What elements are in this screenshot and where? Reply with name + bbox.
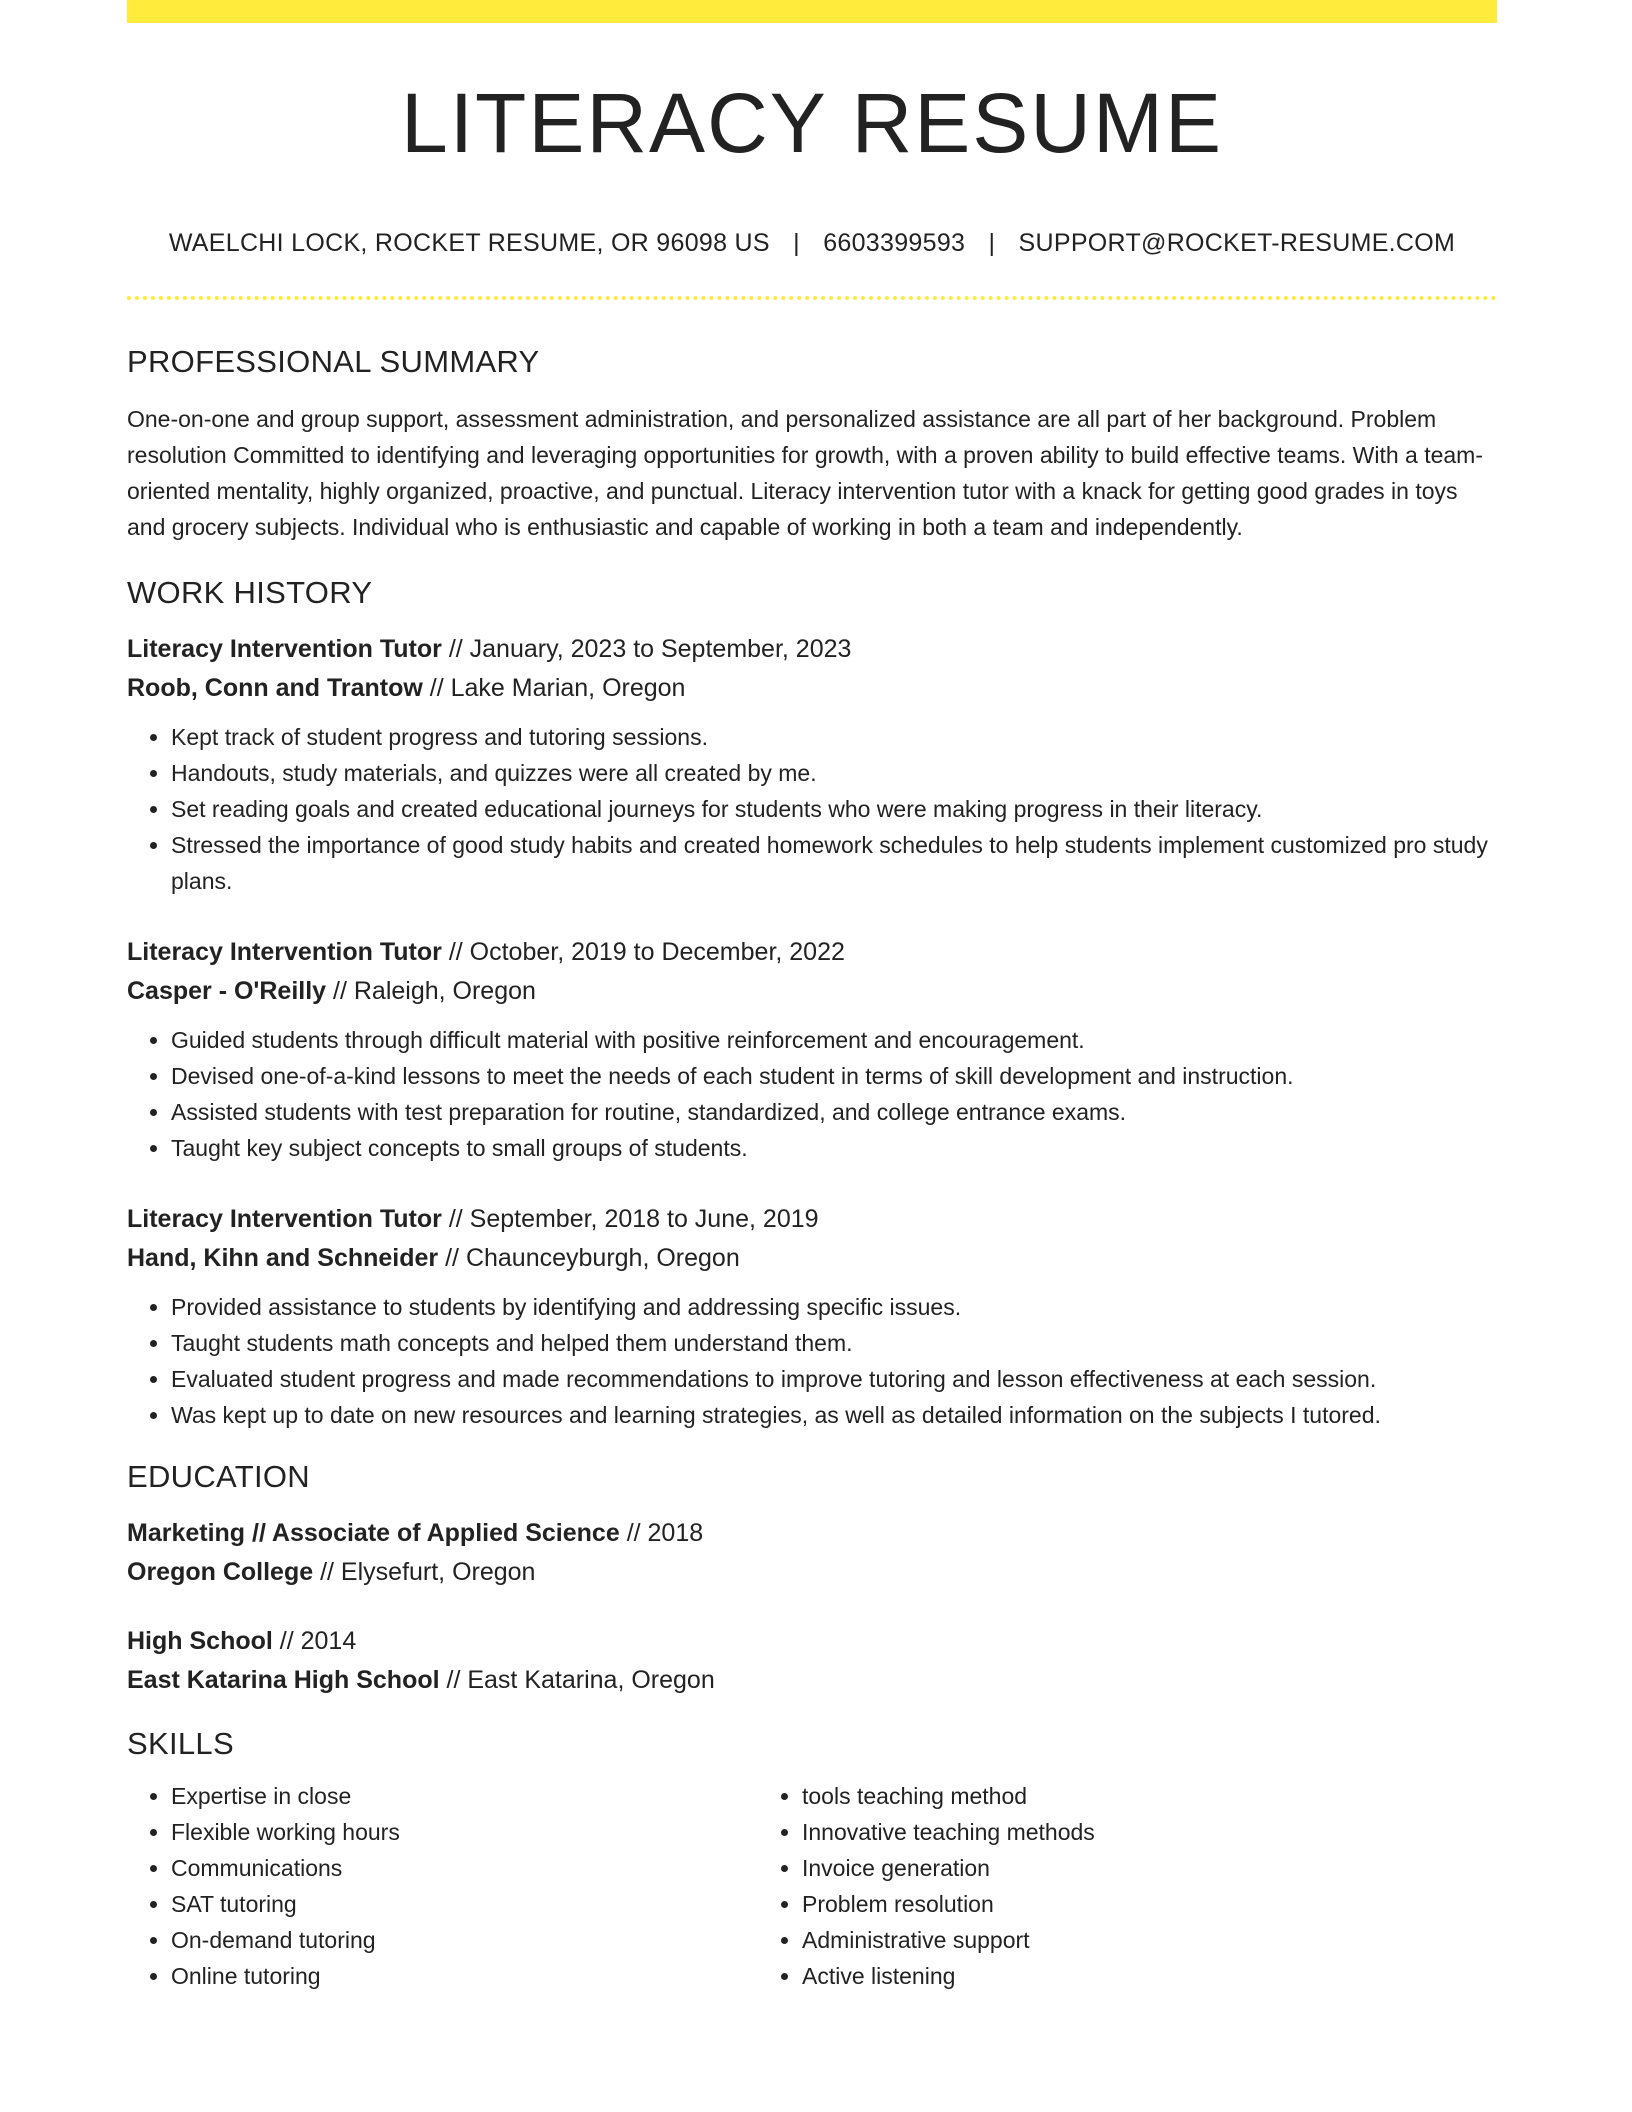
- resume-title: LITERACY RESUME: [401, 76, 1223, 170]
- education-school-line: [127, 1553, 1497, 1592]
- education-degree: Marketing // Associate of Applied Science: [127, 1519, 620, 1547]
- job-employer: Casper - O'Reilly: [127, 977, 327, 1005]
- job-employer: Roob, Conn and Trantow: [127, 674, 423, 702]
- skill-item: • Invoice generation: [802, 1850, 1389, 1886]
- job-title: Literacy Intervention Tutor: [127, 938, 442, 966]
- job-entry: [127, 933, 1497, 1166]
- job-bullet: • Devised one-of-a-kind lessons to meet the needs of each student in terms of skill development and instruction.: [171, 1058, 1497, 1094]
- job-location: // Raleigh, Oregon: [333, 977, 536, 1005]
- job-title: Literacy Intervention Tutor: [127, 635, 442, 663]
- education-location: // Elysefurt, Oregon: [320, 1558, 536, 1586]
- job-bullet: • Kept track of student progress and tutoring sessions.: [171, 719, 1497, 755]
- contact-email: SUPPORT@ROCKET-RESUME.COM: [1018, 229, 1456, 257]
- education-degree-line: [127, 1622, 1497, 1661]
- skill-item: • Online tutoring: [171, 1958, 758, 1994]
- skill-item: • SAT tutoring: [171, 1886, 758, 1922]
- skill-item: • Innovative teaching methods: [802, 1814, 1389, 1850]
- skills-column-left: [127, 1778, 758, 1994]
- skills-grid: [127, 1778, 1497, 1994]
- skill-item: • Expertise in close: [171, 1778, 758, 1814]
- skill-item: • Flexible working hours: [171, 1814, 758, 1850]
- summary-text: One-on-one and group support, assessment administration, and personalized assistance are all part of her background. Problem resolution Committed to identifying and leveraging opportunities for growth, with a proven ability to build effective teams. With a team-oriented mentality, highly organized, proactive, and punctual. Literacy intervention tutor with a knack for getting good grades in toys and grocery subjects. Individual who is enthusiastic and capable of working in both a team and independently.: [127, 406, 1483, 540]
- section-heading-summary: PROFESSIONAL SUMMARY: [127, 344, 540, 379]
- section-heading-work-history: WORK HISTORY: [127, 575, 373, 610]
- skill-item: • On-demand tutoring: [171, 1922, 758, 1958]
- education-entry: [127, 1622, 1497, 1700]
- job-bullets: [127, 719, 1497, 899]
- job-bullets: [127, 1022, 1497, 1166]
- job-dates: // October, 2019 to December, 2022: [448, 938, 845, 966]
- education-school: East Katarina High School: [127, 1666, 440, 1694]
- contact-line: [127, 229, 1497, 258]
- accent-top-bar: [127, 0, 1497, 23]
- job-bullet: • Evaluated student progress and made recommendations to improve tutoring and lesson effectiveness at each session.: [171, 1361, 1497, 1397]
- education-year: // 2014: [279, 1627, 357, 1655]
- job-title-line: [127, 933, 1497, 972]
- job-bullet: • Taught key subject concepts to small groups of students.: [171, 1130, 1497, 1166]
- contact-separator: |: [988, 229, 996, 257]
- job-dates: // September, 2018 to June, 2019: [448, 1205, 819, 1233]
- job-employer-line: [127, 669, 1497, 708]
- job-employer: Hand, Kihn and Schneider: [127, 1244, 439, 1272]
- job-title-line: [127, 630, 1497, 669]
- contact-address: WAELCHI LOCK, ROCKET RESUME, OR 96098 US: [168, 229, 770, 257]
- job-bullets: [127, 1289, 1497, 1433]
- education-location: // East Katarina, Oregon: [446, 1666, 715, 1694]
- resume-page: [127, 0, 1497, 1994]
- job-bullet: • Taught students math concepts and helped them understand them.: [171, 1325, 1497, 1361]
- job-bullet: • Set reading goals and created educational journeys for students who were making progress in their literacy.: [171, 791, 1497, 827]
- job-location: // Chaunceyburgh, Oregon: [445, 1244, 740, 1272]
- job-employer-line: [127, 1239, 1497, 1278]
- job-title-line: [127, 1200, 1497, 1239]
- skill-item: • Active listening: [802, 1958, 1389, 1994]
- contact-separator: |: [793, 229, 800, 257]
- section-heading-education: EDUCATION: [127, 1459, 310, 1494]
- job-title: Literacy Intervention Tutor: [127, 1205, 442, 1233]
- job-bullet: • Assisted students with test preparation for routine, standardized, and college entrance exams.: [171, 1094, 1497, 1130]
- skill-item: • Administrative support: [802, 1922, 1389, 1958]
- section-heading-skills: SKILLS: [127, 1726, 234, 1761]
- education-year: // 2018: [626, 1519, 704, 1547]
- education-entry: [127, 1514, 1497, 1592]
- skill-item: • Problem resolution: [802, 1886, 1389, 1922]
- skills-column-right: [758, 1778, 1389, 1994]
- education-degree-line: [127, 1514, 1497, 1553]
- job-employer-line: [127, 972, 1497, 1011]
- education-school: Oregon College: [127, 1558, 314, 1586]
- job-entry: [127, 630, 1497, 899]
- job-bullet: • Guided students through difficult material with positive reinforcement and encouragement.: [171, 1022, 1497, 1058]
- dotted-divider: [127, 296, 1497, 300]
- education-school-line: [127, 1661, 1497, 1700]
- skill-item: • tools teaching method: [802, 1778, 1389, 1814]
- job-location: // Lake Marian, Oregon: [429, 674, 686, 702]
- job-bullet: • Was kept up to date on new resources and learning strategies, as well as detailed information on the subjects I tutored.: [171, 1397, 1497, 1433]
- job-bullet: • Stressed the importance of good study habits and created homework schedules to help students implement customized pro study plans.: [171, 827, 1497, 899]
- job-entry: [127, 1200, 1497, 1433]
- job-dates: // January, 2023 to September, 2023: [448, 635, 852, 663]
- job-bullet: • Handouts, study materials, and quizzes were all created by me.: [171, 755, 1497, 791]
- skill-item: • Communications: [171, 1850, 758, 1886]
- contact-phone: 6603399593: [823, 229, 966, 257]
- education-degree: High School: [127, 1627, 273, 1655]
- job-bullet: • Provided assistance to students by identifying and addressing specific issues.: [171, 1289, 1497, 1325]
